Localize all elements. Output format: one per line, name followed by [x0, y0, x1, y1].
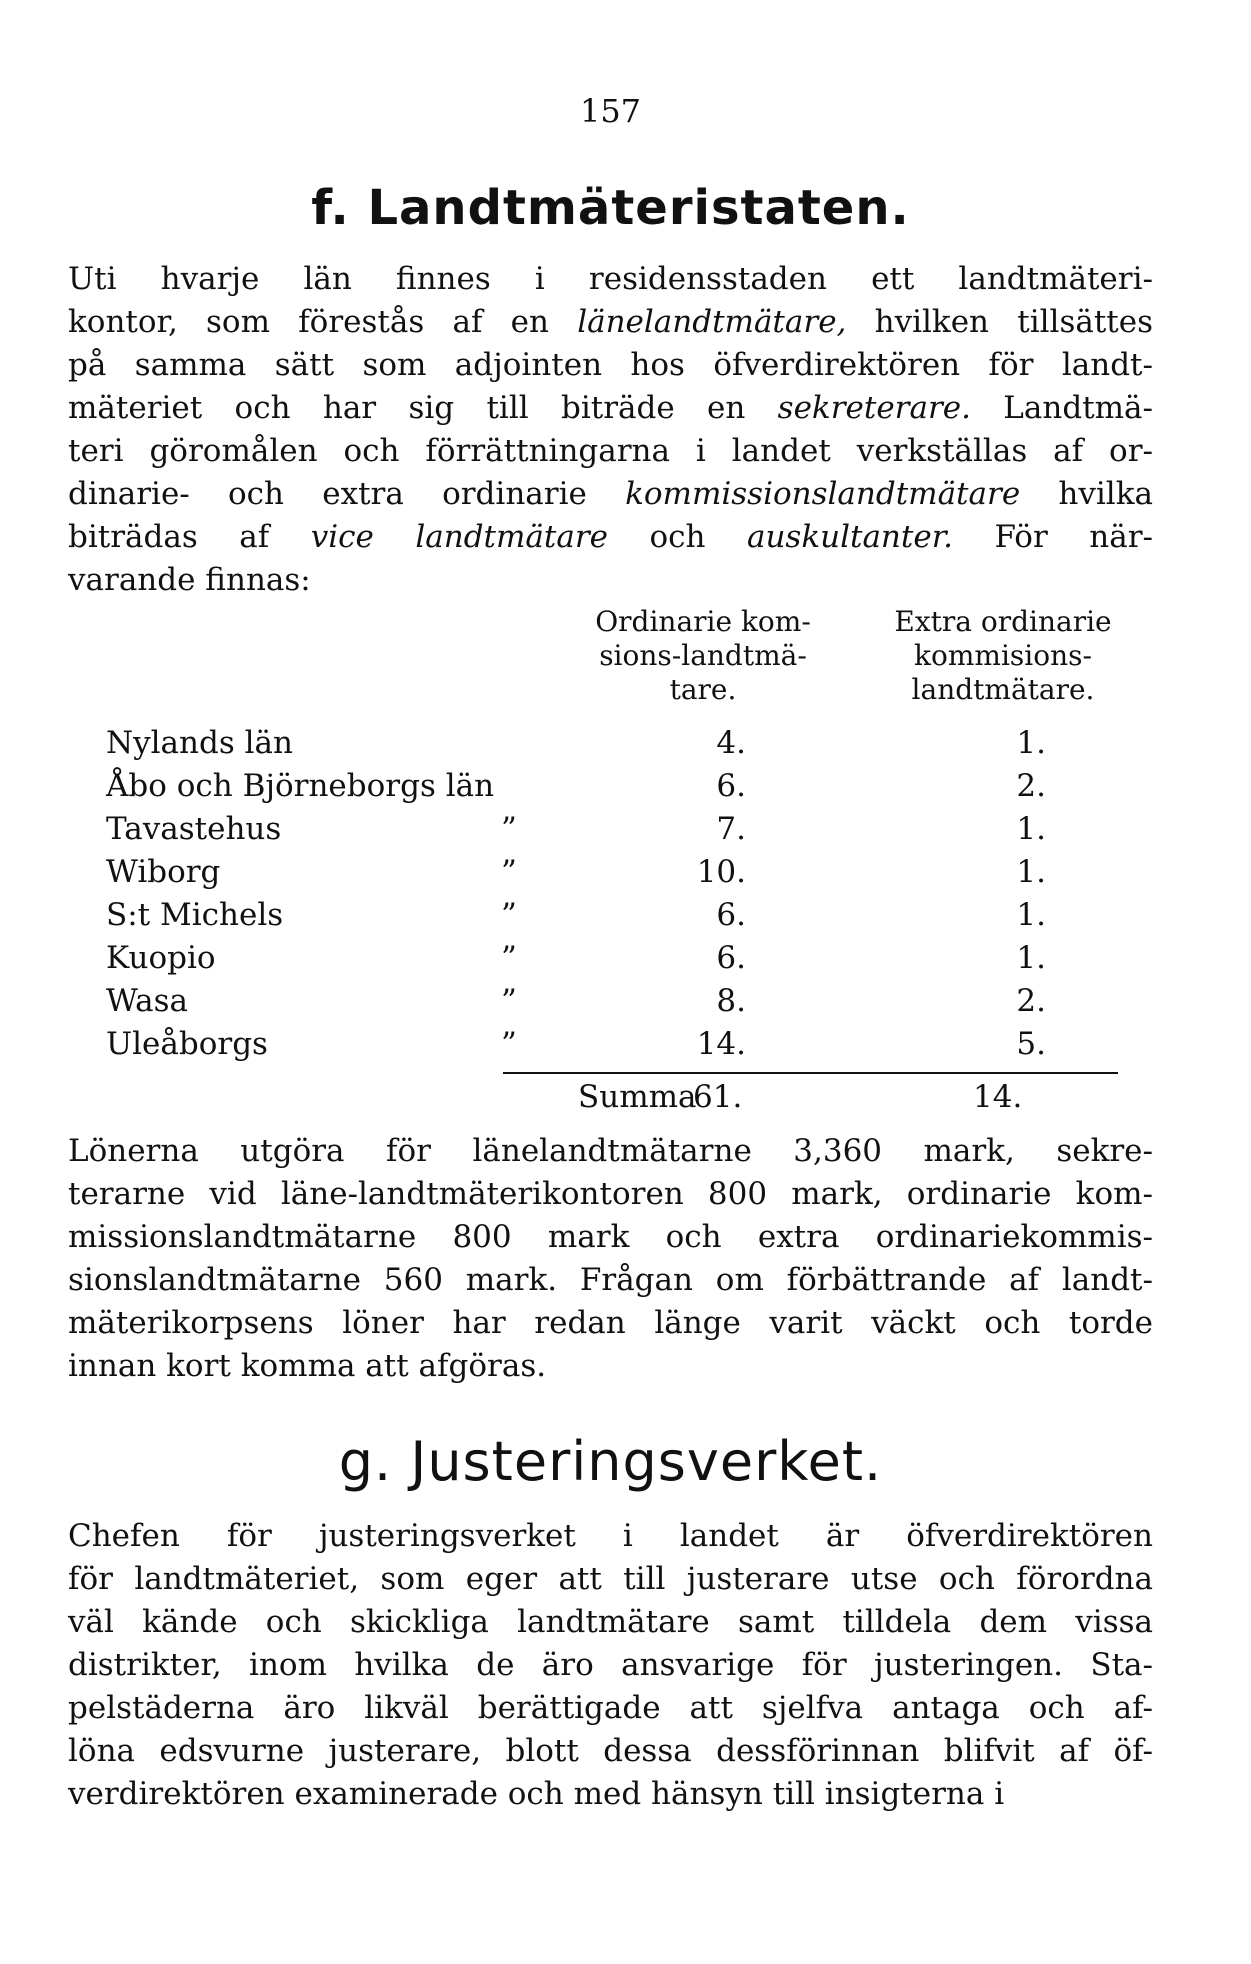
text-line: sionslandtmätarne 560 mark. Frågan om förbättrande af landt-	[68, 1262, 1153, 1298]
text-line: innan kort komma att afgöras.	[68, 1348, 547, 1384]
section-f-heading: f. Landtmäteristaten.	[311, 180, 910, 236]
text-line: dinarie- och extra ordinarie kommissionslandtmätare hvilka	[68, 476, 1153, 512]
table-row	[106, 894, 1106, 937]
row-name: Uleåborgs	[106, 1026, 268, 1062]
row-extra: 2.	[1016, 768, 1046, 804]
table-row	[106, 937, 1106, 980]
table-row	[106, 722, 1106, 765]
row-ordinarie: 8.	[716, 983, 746, 1019]
column-header-line: sions-landtmä-	[599, 639, 807, 672]
text-line: mäteriet och har sig till biträde en sekreterare. Landtmä-	[68, 390, 1153, 426]
ditto-mark: ”	[501, 854, 517, 890]
text-line: kontor, som förestås af en länelandtmätare, hvilken tillsättes	[68, 304, 1154, 340]
ditto-mark: ”	[501, 897, 517, 933]
row-name: Wiborg	[106, 854, 221, 890]
ditto-mark: ”	[501, 811, 517, 847]
row-ordinarie: 4.	[716, 725, 746, 761]
italic-term: sekreterare.	[777, 390, 971, 426]
table-row	[106, 1023, 1106, 1066]
row-extra: 1.	[1016, 811, 1046, 847]
row-extra: 1.	[1016, 940, 1046, 976]
row-name: Wasa	[106, 983, 189, 1019]
row-ordinarie: 10.	[696, 854, 746, 890]
text-line: väl kände och skickliga landtmätare samt tilldela dem vissa	[68, 1604, 1153, 1640]
summa-label: Summa	[578, 1079, 697, 1115]
row-ordinarie: 6.	[716, 897, 746, 933]
text-line: mäterikorpsens löner har redan länge varit väckt och torde	[68, 1305, 1153, 1341]
row-ordinarie: 6.	[716, 768, 746, 804]
text-line: biträdas af vice landtmätare och auskultanter. För när-	[68, 519, 1153, 555]
summa-ordinarie: 61.	[693, 1079, 743, 1115]
column-header-line: landtmätare.	[911, 673, 1095, 706]
row-name: S:t Michels	[106, 897, 284, 933]
row-ordinarie: 6.	[716, 940, 746, 976]
ditto-mark: ”	[501, 983, 517, 1019]
column-header-line: kommisions-	[914, 639, 1092, 672]
table-row	[106, 980, 1106, 1023]
text-line: terarne vid läne-landtmäterikontoren 800 mark, ordinarie kom-	[68, 1176, 1153, 1212]
text-line: pelstäderna äro likväl berättigade att sjelfva antaga och af-	[68, 1690, 1153, 1726]
text-line: varande finnas:	[68, 562, 311, 598]
table-row	[106, 808, 1106, 851]
row-extra: 1.	[1016, 725, 1046, 761]
column-header-line: Extra ordinarie	[894, 605, 1112, 638]
row-extra: 1.	[1016, 897, 1046, 933]
text-line: Uti hvarje län finnes i residensstaden ett landtmäteri-	[68, 261, 1153, 297]
salary-paragraph	[68, 1130, 1153, 1388]
text-line: missionslandtmätarne 800 mark och extra ordinariekommis-	[68, 1219, 1153, 1255]
row-ordinarie: 14.	[696, 1026, 746, 1062]
column-header-extra	[858, 605, 1148, 707]
table-row	[106, 851, 1106, 894]
text-line: för landtmäteriet, som eger att till justerare utse och förordna	[68, 1561, 1153, 1597]
row-name: Nylands län	[106, 725, 293, 761]
row-name: Kuopio	[106, 940, 216, 976]
column-header-ordinarie	[563, 605, 843, 707]
ditto-mark: ”	[501, 940, 517, 976]
row-name: Tavastehus	[106, 811, 282, 847]
section-f-intro-paragraph	[68, 258, 1153, 602]
row-extra: 5.	[1016, 1026, 1046, 1062]
text-line: på samma sätt som adjointen hos öfverdirektören för landt-	[68, 347, 1153, 383]
column-header-line: tare.	[669, 673, 737, 706]
landtmatare-table	[106, 722, 1106, 1066]
text-line: löna edsvurne justerare, blott dessa dessförinnan blifvit af öf-	[68, 1733, 1153, 1769]
row-extra: 1.	[1016, 854, 1046, 890]
text-line: Chefen för justeringsverket i landet är öfverdirektören	[68, 1518, 1153, 1554]
column-header-line: Ordinarie kom-	[595, 605, 811, 638]
row-extra: 2.	[1016, 983, 1046, 1019]
text-line: verdirektören examinerade och med hänsyn till insigterna i	[68, 1776, 1005, 1812]
section-g-paragraph	[68, 1515, 1153, 1816]
italic-term: kommissionslandtmätare	[625, 476, 1021, 512]
summa-rule	[503, 1072, 1118, 1074]
text-line: distrikter, inom hvilka de äro ansvarige för justeringen. Sta-	[68, 1647, 1153, 1683]
text-line: Lönerna utgöra för länelandtmätarne 3,360 mark, sekre-	[68, 1133, 1153, 1169]
row-ordinarie: 7.	[716, 811, 746, 847]
table-row	[106, 765, 1106, 808]
italic-term: länelandtmätare,	[577, 304, 847, 340]
ditto-mark: ”	[501, 1026, 517, 1062]
italic-term: vice landtmätare	[310, 519, 608, 555]
italic-term: auskultanter.	[746, 519, 953, 555]
row-name: Åbo och Björneborgs län	[106, 768, 495, 804]
text-line: teri göromålen och förrättningarna i landet verkställas af or-	[68, 433, 1153, 469]
section-g-heading: g. Justeringsverket.	[338, 1430, 883, 1493]
summa-extra: 14.	[973, 1079, 1023, 1115]
page-number: 157	[579, 92, 642, 130]
